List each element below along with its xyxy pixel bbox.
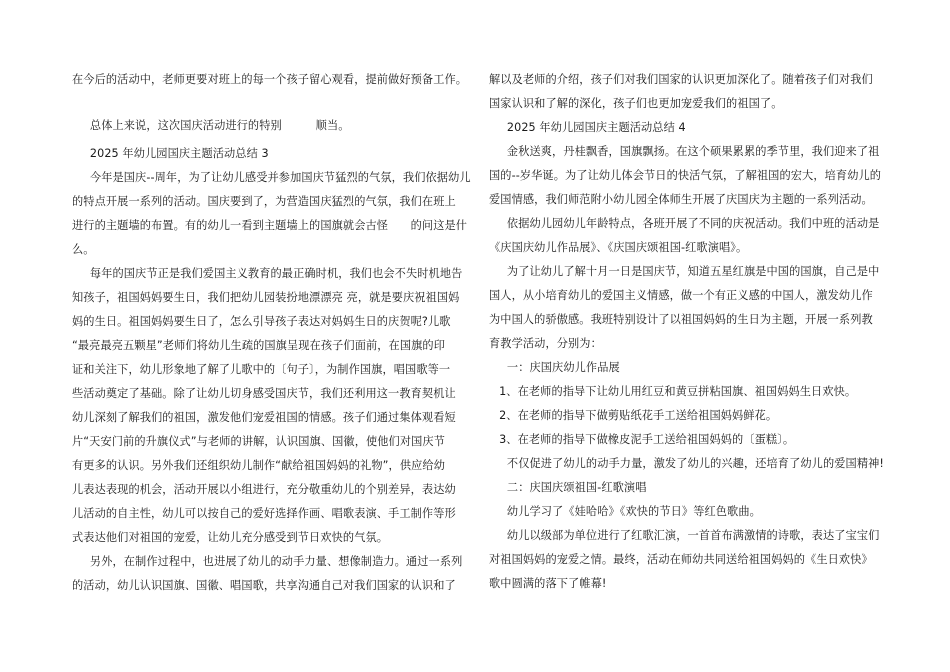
left-column-line-16: 有更多的认识。另外我们还组织幼儿制作“献给祖国妈妈的礼物”，供应给幼 [72, 459, 445, 472]
right-column-line-12: 育教学活动，分别为： [489, 337, 602, 350]
left-column-line-7: 么。 [72, 243, 95, 256]
right-column-line-14: 1、在老师的指导下让幼儿用红豆和黄豆拼粘国旗、祖国妈妈生日欢快。 [499, 385, 857, 398]
right-column-line-1: 解以及老师的介绍，孩子们对我们国家的认识更加深化了。随着孩子们对我们 [489, 73, 873, 86]
right-column-line-19: 幼儿学习了《娃哈哈》《欢快的节日》等红色歌曲。 [506, 505, 761, 518]
left-column-line-2: 总体上来说，这次国庆活动进行的特别 顺当。 [89, 119, 350, 132]
right-column-line-7: 依据幼儿园幼儿年龄特点，各班开展了不同的庆祝活动。我们中班的活动是 [506, 217, 880, 230]
left-column-line-3: 2025 年幼儿园国庆主题活动总结 3 [89, 147, 269, 160]
right-column-line-9: 为了让幼儿了解十月一日是国庆节，知道五星红旗是中国的国旗，自己是中 [506, 265, 880, 278]
right-column-line-3: 2025 年幼儿园国庆主题活动总结 4 [506, 121, 686, 134]
left-column-line-12: 证和关注下，幼儿形象地了解了儿歌中的〔句子〕，为制作国旗，唱国歌等一 [72, 363, 451, 376]
right-column-line-15: 2、在老师的指导下做剪贴纸花手工送给祖国妈妈鲜花。 [499, 409, 778, 422]
right-column-line-21: 对祖国妈妈的宠爱之情。最终，活动在师幼共同送给祖国妈妈的《生日欢快》 [489, 553, 873, 566]
left-column [72, 68, 471, 598]
left-column-line-20: 另外，在制作过程中，也进展了幼儿的动手力量、想像制造力。通过一系列 [89, 555, 463, 568]
right-column-line-20: 幼儿以级部为单位进行了红歌汇演，一首首布满激情的诗歌，表达了宝宝们 [506, 529, 880, 542]
left-column-line-5: 的特点开展一系列的活动。国庆要到了，为营造国庆猛烈的气氛，我们在班上 [72, 195, 456, 208]
right-column-line-13: 一：庆国庆幼儿作品展 [506, 361, 620, 374]
left-column-line-17: 儿表达表现的机会，活动开展以小组进行，充分敬重幼儿的个别差异，表达幼 [72, 483, 456, 496]
left-column-line-13: 些活动奠定了基础。除了让幼儿切身感受国庆节，我们还利用这一教育契机让 [72, 387, 456, 400]
right-column-line-5: 国的--岁华诞。为了让幼儿体会节日的快活气氛，了解祖国的宏大，培育幼儿的 [489, 169, 882, 182]
left-column-line-11: “最亮最亮五颗星”老师们将幼儿生疏的国旗呈现在孩子们面前，在国旗的印 [72, 339, 445, 352]
left-column-line-10: 妈的生日。祖国妈妈要生日了，怎么引导孩子表达对妈妈生日的庆贺呢?儿歌 [72, 315, 451, 328]
right-column-line-8: 《庆国庆幼儿作品展》、《庆国庆颂祖国-红歌演唱》。 [489, 241, 748, 254]
right-column-line-10: 国人，从小培育幼儿的爱国主义情感，做一个有正义感的中国人，激发幼儿作 [489, 289, 873, 302]
left-column-line-6: 进行的主题墙的布置。有的幼儿一看到主题墙上的国旗就会古怪 的问这是什 [72, 219, 468, 232]
left-column-line-14: 幼儿深刻了解我们的祖国，激发他们宠爱祖国的情感。孩子们通过集体观看短 [72, 411, 456, 424]
right-column-line-18: 二：庆国庆颂祖国-红歌演唱 [506, 481, 647, 494]
right-column-line-4: 金秋送爽，丹桂飘香，国旗飘扬。在这个硕果累累的季节里，我们迎来了祖 [506, 145, 880, 158]
left-column-line-15: 片“天安门前的升旗仪式”与老师的讲解，认识国旗、国徽，使他们对国庆节 [72, 435, 445, 448]
right-column-line-6: 爱国情感，我们师范附小幼儿园全体师生开展了庆国庆为主题的一系列活动。 [489, 193, 873, 206]
right-column-line-17: 不仅促进了幼儿的动手力量，激发了幼儿的兴趣，还培育了幼儿的爱国精神! [506, 457, 884, 470]
left-column-line-4: 今年是国庆--周年，为了让幼儿感受并参加国庆节猛烈的气氛，我们依据幼儿 [89, 171, 471, 184]
left-column-line-9: 知孩子，祖国妈妈要生日，我们把幼儿园装扮地漂漂亮 亮，就是要庆祝祖国妈 [72, 291, 460, 304]
left-column-line-1: 在今后的活动中，老师更要对班上的每一个孩子留心观看，提前做好预备工作。 [72, 73, 468, 86]
right-column [489, 68, 884, 596]
right-column-line-22: 歌中圆满的落下了帷幕! [489, 577, 607, 590]
left-column-line-19: 式表达他们对祖国的宠爱，让幼儿充分感受到节日欢快的气氛。 [72, 531, 389, 544]
left-column-line-18: 儿活动的自主性，幼儿可以按自己的爱好选择作画、唱歌表演、手工制作等形 [72, 507, 456, 520]
left-column-line-21: 的活动，幼儿认识国旗、国徽、唱国歌，共享沟通自己对我们国家的认识和了 [72, 579, 456, 592]
right-column-line-16: 3、在老师的指导下做橡皮泥手工送给祖国妈妈的〔蛋糕〕。 [499, 433, 795, 446]
left-column-line-8: 每年的国庆节正是我们爱国主义教育的最正确时机，我们也会不失时机地告 [89, 267, 463, 280]
right-column-line-2: 国家认识和了解的深化，孩子们也更加宠爱我们的祖国了。 [489, 97, 783, 110]
right-column-line-11: 为中国人的骄傲感。我班特别设计了以祖国妈妈的生日为主题，开展一系列教 [489, 313, 873, 326]
